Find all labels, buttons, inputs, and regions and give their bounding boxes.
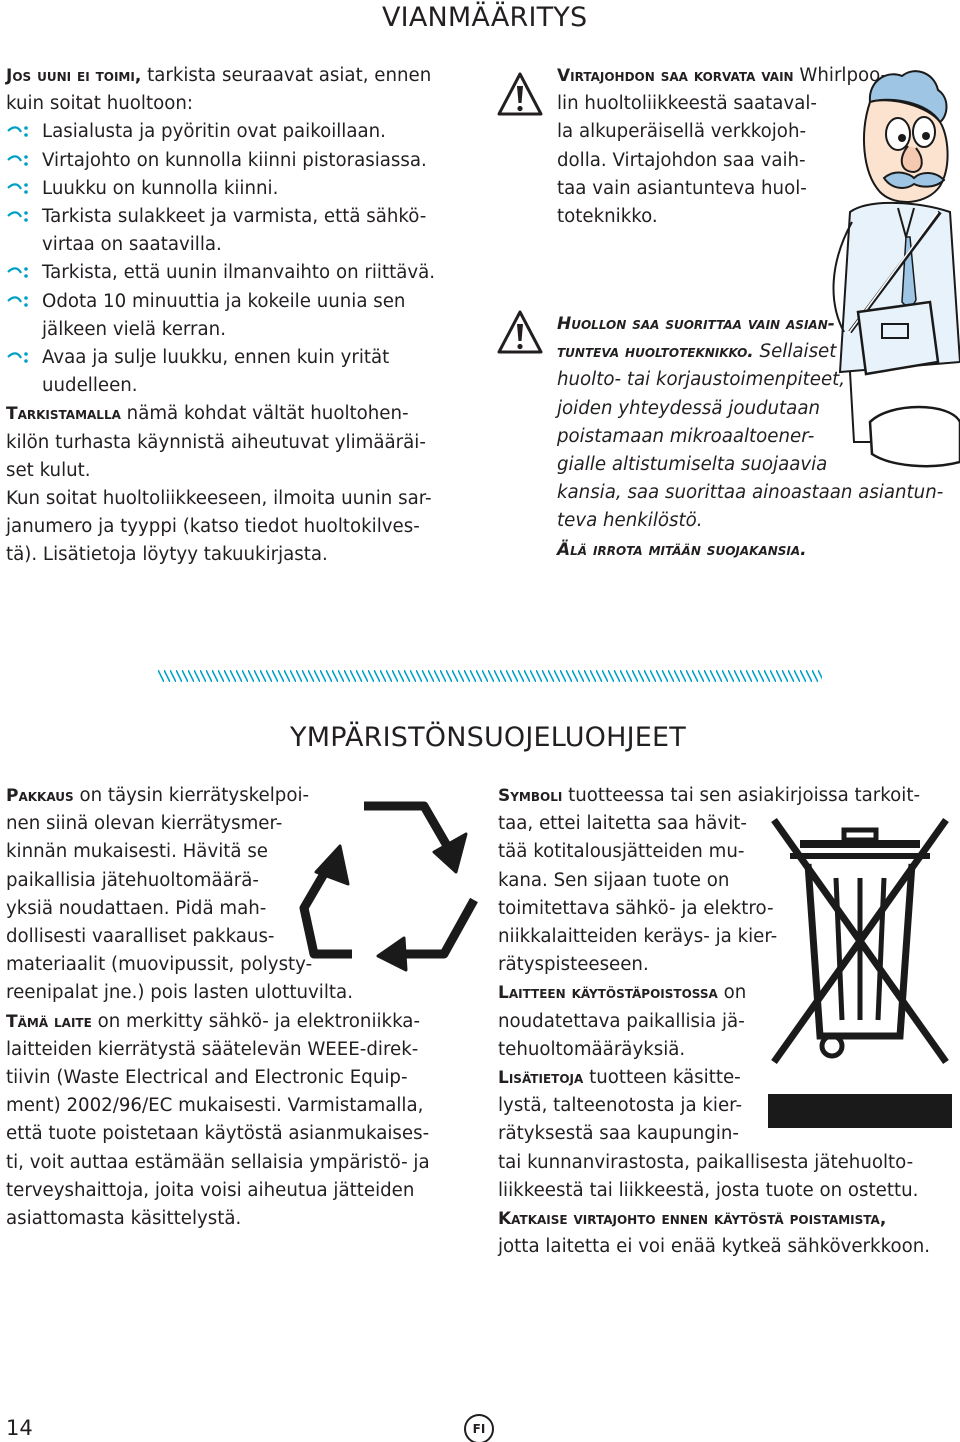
cut-text: jotta laitetta ei voi enää kytkeä sähköverkkoon. (498, 1236, 931, 1258)
symbol-section (498, 782, 958, 1261)
warning1-text: Whirlpoo- (793, 65, 888, 86)
list-item-text: virtaa on saatavilla. (42, 234, 222, 256)
list-item-text: Odota 10 minuuttia ja kokeile uunia sen (42, 290, 406, 312)
info-text: rätyksestä saa kaupungin- (498, 1123, 739, 1145)
packaging-text: materiaalit (muovipussit, polysty- (6, 954, 313, 976)
check-text: nämä kohdat vältät huoltohen- (120, 403, 409, 425)
language-label: FI (464, 1414, 494, 1442)
disposal-text: on (717, 982, 747, 1004)
warning1-text: lin huoltoliikkeestä saataval- (557, 93, 817, 115)
warning2-text: joiden yhteydessä joudutaan (557, 397, 820, 419)
warning1-text: taa vain asiantunteva huol- (557, 177, 807, 199)
list-item-text: uudelleen. (42, 375, 138, 397)
packaging-text: reenipalat jne.) pois lasten ulottuvilta. (6, 982, 353, 1004)
bullet-icon (6, 153, 32, 169)
device-text: on merkitty sähkö- ja elektroniikka- (91, 1010, 421, 1032)
device-text: että tuote poistetaan käytöstä asianmukaises- (6, 1123, 430, 1145)
warning1-lead: Virtajohdon saa korvata vain (557, 66, 794, 86)
packaging-text: yksiä noudattaen. Pidä mah- (6, 897, 267, 919)
warning2-final: Älä irrota mitään suojakansia. (557, 539, 807, 560)
warning1-section (557, 62, 887, 231)
disposal-lead: Laitteen käytöstäpoistossa (498, 983, 718, 1004)
list-item-text: Avaa ja sulje luukku, ennen kuin yrität (42, 347, 390, 369)
device-text: laitteiden kierrätystä säätelevän WEEE-direk- (6, 1038, 419, 1060)
warning1-text: la alkuperäisellä verkkojoh- (557, 121, 807, 143)
warning1-text: toteknikko. (557, 206, 658, 228)
call-text: janumero ja tyyppi (katso tiedot huoltokilves- (6, 516, 420, 538)
packaging-text: kinnän mukaisesti. Hävitä se (6, 841, 268, 863)
device-text: asiattomasta käsittelystä. (6, 1208, 242, 1230)
troubleshoot-intro: tarkista seuraavat asiat, ennen (141, 65, 432, 86)
list-item-text: Luukku on kunnolla kiinni. (42, 177, 279, 199)
warning-icon (497, 72, 543, 116)
check-text: kilön turhasta käynnistä aiheutuvat ylimääräi- (6, 431, 426, 453)
symbol-text: rätyspisteeseen. (498, 954, 649, 976)
packaging-text: dollisesti vaaralliset pakkaus- (6, 926, 275, 948)
warning2-text: Sellaiset (753, 341, 837, 363)
packaging-text: on täysin kierrätyskelpoi- (73, 785, 310, 806)
symbol-text: toimitettava sähkö- ja elektro- (498, 897, 774, 919)
warning2-lead: Huollon saa suorittaa vain asian- (557, 314, 835, 334)
packaging-text: paikallisia jätehuoltomäärä- (6, 869, 259, 891)
list-item-text: Lasialusta ja pyöritin ovat paikoillaan. (42, 121, 386, 143)
warning2-text: kansia, saa suorittaa ainoastaan asiantun- (557, 482, 944, 504)
info-text: lystä, talteenotosta ja kier- (498, 1095, 743, 1117)
troubleshoot-lead: Jos uuni ei toimi, (6, 66, 142, 86)
device-lead: Tämä laite (6, 1011, 92, 1032)
language-badge (464, 1414, 494, 1442)
call-text: Kun soitat huoltoliikkeeseen, ilmoita uunin sar- (6, 488, 432, 510)
troubleshoot-intro-2: kuin soitat huoltoon: (6, 93, 193, 115)
list-item (6, 259, 476, 287)
warning2-lead: tunteva huoltoteknikko. (557, 342, 754, 363)
warning2-section (557, 310, 957, 564)
check-lead: Tarkistamalla (6, 404, 121, 425)
packaging-section (6, 782, 476, 1233)
bullet-icon (6, 294, 32, 310)
list-item (6, 175, 476, 203)
bullet-icon (6, 124, 32, 140)
warning2-text: teva henkilöstö. (557, 510, 703, 532)
device-text: ment) 2002/96/EC mukaisesti. Varmistamalla, (6, 1095, 424, 1117)
symbol-text: niikkalaitteiden keräys- ja kier- (498, 926, 778, 948)
list-item (6, 288, 476, 344)
section-divider (158, 670, 822, 682)
warning2-text: poistamaan mikroaaltoener- (557, 425, 815, 447)
bullet-icon (6, 265, 32, 281)
list-item-text: Tarkista sulakkeet ja varmista, että sähkö- (42, 206, 427, 228)
bullet-icon (6, 209, 32, 225)
list-item-text: Virtajohto on kunnolla kiinni pistorasiassa. (42, 149, 427, 171)
disposal-text: noudatettava paikallisia jä- (498, 1010, 745, 1032)
info-text: tuotteen käsitte- (583, 1067, 741, 1089)
symbol-lead: Symboli (498, 786, 563, 806)
warning1-text: dolla. Virtajohdon saa vaih- (557, 149, 806, 171)
warning2-text: huolto- tai korjaustoimenpiteet, (557, 369, 846, 391)
page-title: VIANMÄÄRITYS (382, 2, 588, 33)
list-item (6, 344, 476, 400)
call-text: tä). Lisätietoja löytyy takuukirjasta. (6, 544, 328, 566)
info-lead: Lisätietoja (498, 1068, 584, 1089)
cut-lead: Katkaise virtajohto ennen käytöstä poistamista, (498, 1209, 887, 1230)
device-text: ti, voit auttaa estämään sellaisia ympäristö- ja (6, 1151, 430, 1173)
list-item (6, 118, 476, 146)
env-title: YMPÄRISTÖNSUOJELUOHJEET (290, 722, 686, 753)
list-item (6, 203, 476, 259)
warning-icon (497, 310, 543, 354)
device-text: terveyshaittoja, joita voisi aiheutua jätteiden (6, 1179, 415, 1201)
bullet-icon (6, 181, 32, 197)
symbol-text: tuotteessa tai sen asiakirjoissa tarkoit- (562, 785, 921, 806)
warning2-text: gialle altistumiselta suojaavia (557, 454, 828, 476)
check-text: set kulut. (6, 459, 91, 481)
troubleshoot-section (6, 62, 476, 570)
bullet-icon (6, 350, 32, 366)
packaging-lead: Pakkaus (6, 786, 74, 806)
info-text: tai kunnanvirastosta, paikallisesta jätehuolto- (498, 1151, 914, 1173)
disposal-text: tehuoltomääräyksiä. (498, 1038, 686, 1060)
list-item-text: jälkeen vielä kerran. (42, 318, 226, 340)
symbol-text: tää kotitalousjätteiden mu- (498, 841, 745, 863)
page-number: 14 (6, 1416, 33, 1440)
list-item (6, 147, 476, 175)
symbol-text: taa, ettei laitetta saa hävit- (498, 813, 747, 835)
packaging-text: nen siinä olevan kierrätysmer- (6, 813, 283, 835)
symbol-text: kana. Sen sijaan tuote on (498, 869, 730, 891)
device-text: tiivin (Waste Electrical and Electronic Equip- (6, 1067, 408, 1089)
info-text: liikkeestä tai liikkeestä, josta tuote on ostettu. (498, 1179, 919, 1201)
list-item-text: Tarkista, että uunin ilmanvaihto on riittävä. (42, 262, 436, 284)
